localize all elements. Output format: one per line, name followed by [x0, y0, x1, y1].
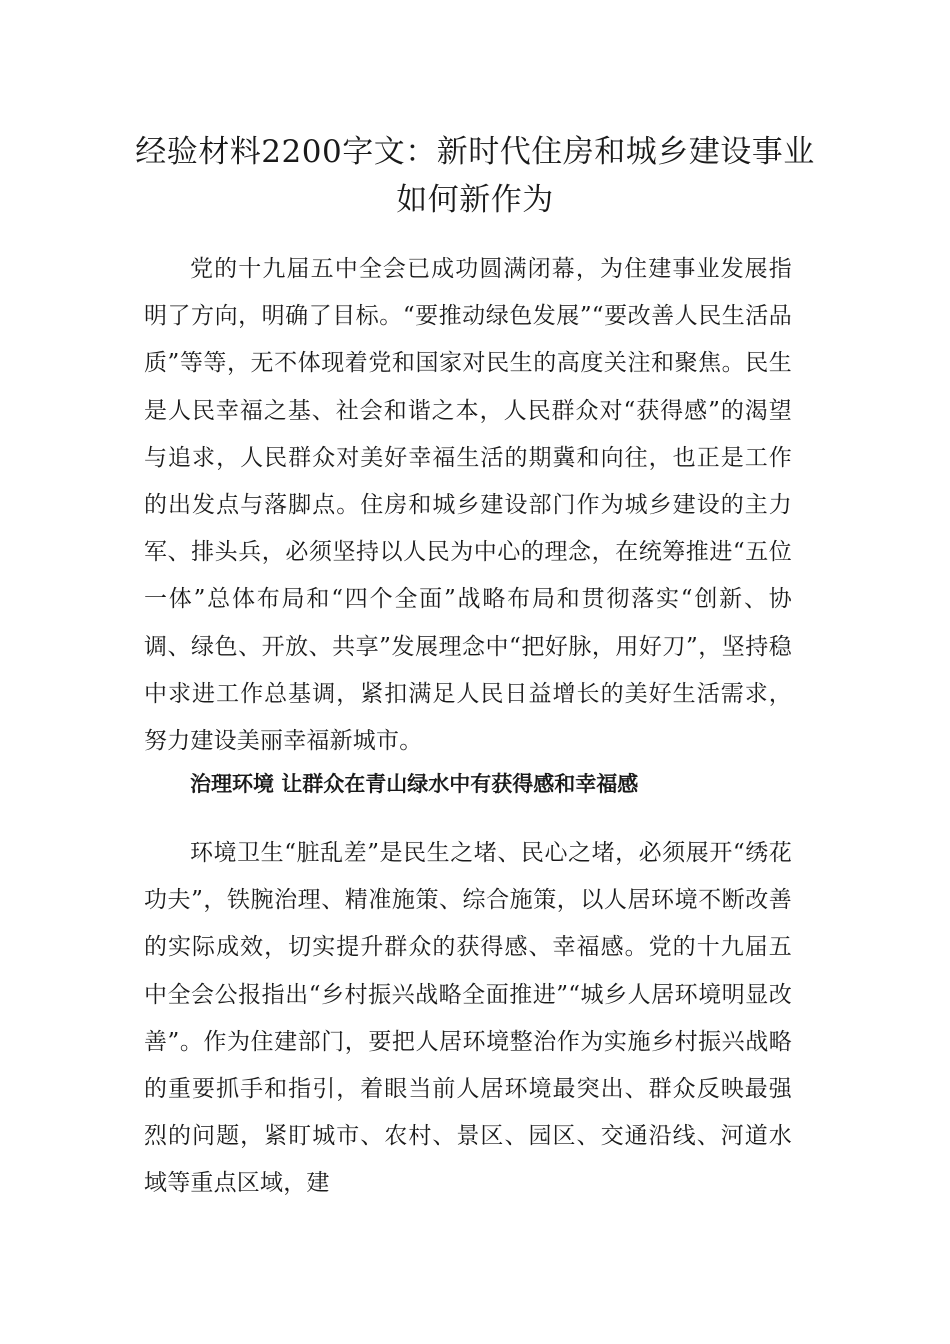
document-title: 经验材料2200字文：新时代住房和城乡建设事业如何新作为 [135, 134, 815, 218]
section-paragraph: 环境卫生“脏乱差”是民生之堵、民心之堵，必须展开“绣花功夫”，铁腕治理、精准施策、综合施策，以人居环境不断改善的实际成效，切实提升群众的获得感、幸福感。党的十九届五中全会公报指出“乡村振兴战略全面推进”“城乡人居环境明显改善”。作为住建部门，要把人居环境整治作为实施乡村振兴战略的重要抓手和指引，着眼当前人居环境最突出、群众反映最强烈的问题，紧盯城市、农村、景区、园区、交通沿线、河道水域等重点区域，建 [144, 840, 792, 1197]
section-heading: 治理环境 让群众在青山绿水中有获得感和幸福感 [190, 772, 639, 796]
intro-paragraph: 党的十九届五中全会已成功圆满闭幕，为住建事业发展指明了方向，明确了目标。“要推动绿色发展”“要改善人民生活品质”等等，无不体现着党和国家对民生的高度关注和聚焦。民生是人民幸福之基、社会和谐之本，人民群众对“获得感”的渴望与追求，人民群众对美好幸福生活的期冀和向往，也正是工作的出发点与落脚点。住房和城乡建设部门作为城乡建设的主力军、排头兵，必须坚持以人民为中心的理念，在统筹推进“五位一体”总体布局和“四个全面”战略布局和贯彻落实“创新、协调、绿色、开放、共享”发展理念中“把好脉，用好刀”，坚持稳中求进工作总基调，紧扣满足人民日益增长的美好生活需求，努力建设美丽幸福新城市。 [144, 256, 792, 755]
